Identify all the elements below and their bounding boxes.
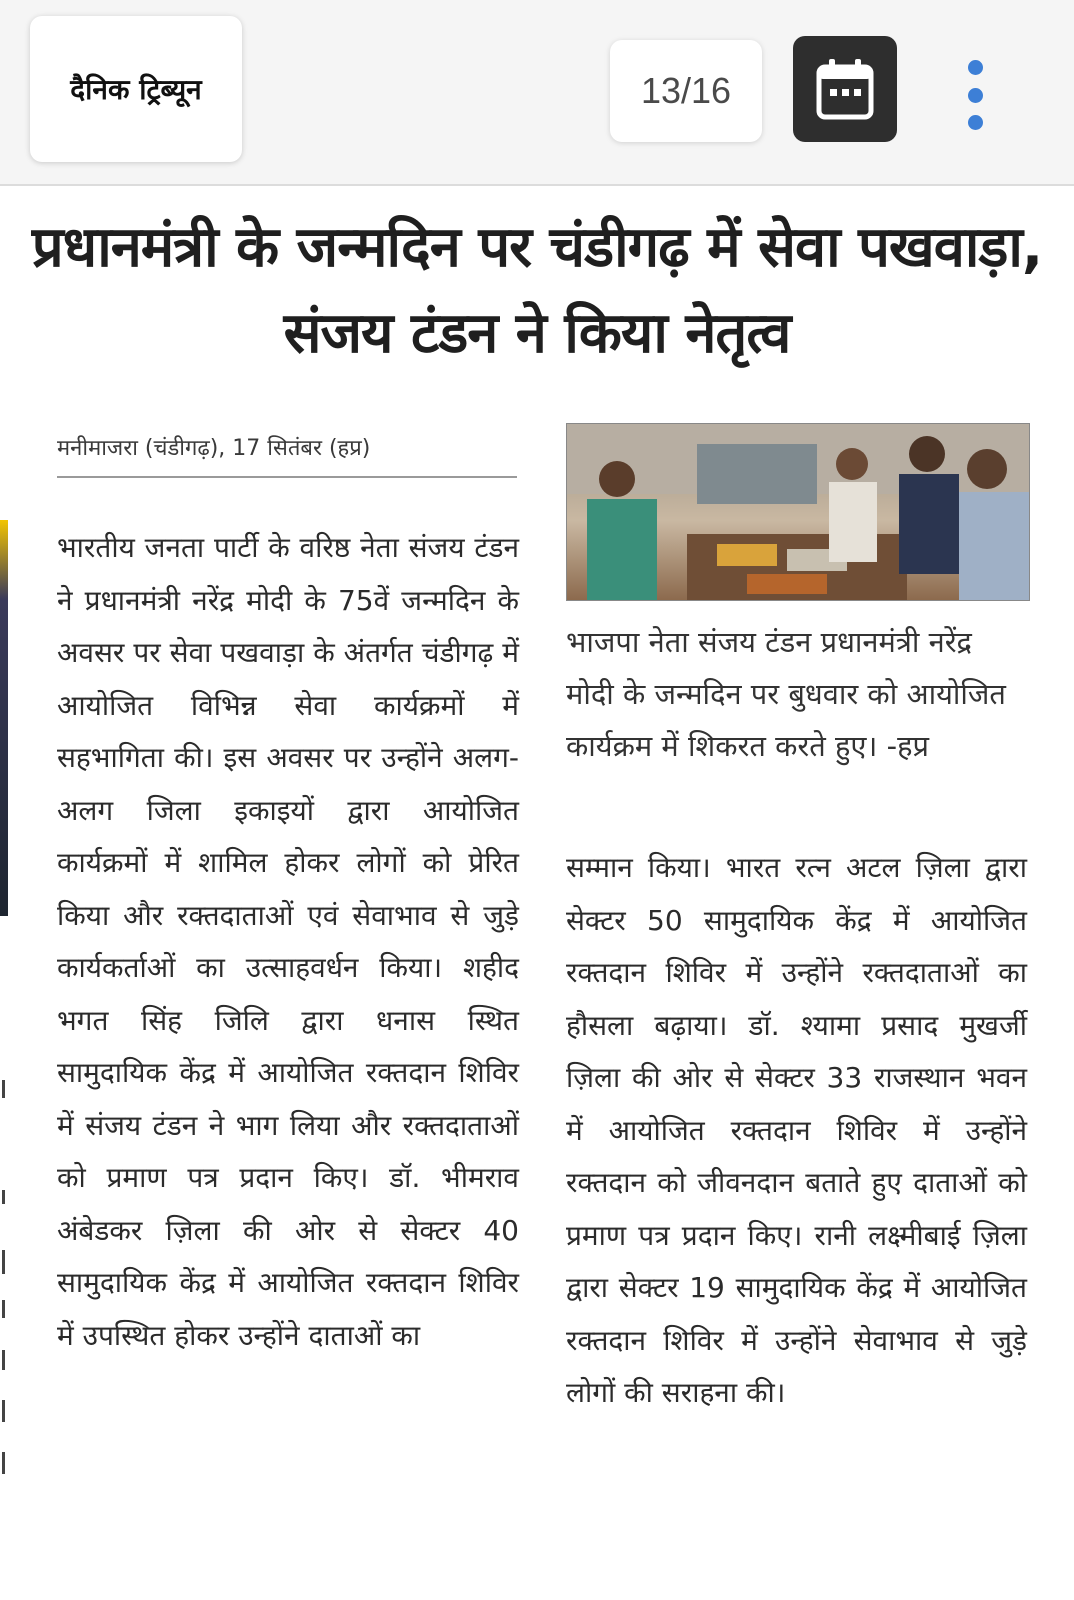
logo-text: दैनिक ट्रिब्यून [70,73,202,106]
calendar-button[interactable] [793,36,897,142]
photo-illustration [567,424,1029,600]
calendar-icon [815,57,875,121]
more-options-button[interactable] [960,60,990,130]
newspaper-logo[interactable] [30,16,242,162]
adjacent-article-image-edge [0,520,8,916]
page-indicator[interactable] [610,40,762,142]
article-dateline: मनीमाजरा (चंडीगढ़), 17 सितंबर (हप्र) [57,432,517,478]
photo-caption: भाजपा नेता संजय टंडन प्रधानमंत्री नरेंद्र मोदी के जन्मदिन पर बुधवार को आयोजित कार्यक्रम में शिकरत करते हुए। -हप्र [566,625,1006,763]
article-body-right: सम्मान किया। भारत रत्न अटल ज़िला द्वारा सेक्टर 50 सामुदायिक केंद्र में आयोजित रक्तदान शिविर में उन्होंने रक्तदाताओं का हौसला बढ़ाया। डॉ. श्यामा प्रसाद मुखर्जी ज़िला की ओर से सेक्टर 33 राजस्थान भवन में आयोजित रक्तदान शिविर में उन्होंने रक्तदान को जीवनदान बताते हुए दाताओं को प्रमाण पत्र प्रदान किए। रानी लक्ष्मीबाई ज़िला द्वारा सेक्टर 19 सामुदायिक केंद्र में आयोजित रक्तदान शिविर में उन्होंने सेवाभाव से जुड़े लोगों की सराहना की। [566,851,1027,1409]
adjacent-column-edge [0,1080,10,1530]
article-body-left: भारतीय जनता पार्टी के वरिष्ठ नेता संजय टंडन ने प्रधानमंत्री नरेंद्र मोदी के 75वें जन्मदिन के अवसर पर सेवा पखवाड़ा के अंतर्गत चंडीगढ़ में आयोजित विभिन्न सेवा कार्यक्रमों में सहभागिता की। इस अवसर पर उन्होंने अलग-अलग जिला इकाइयों द्वारा आयोजित कार्यक्रमों में शामिल होकर लोगों को प्रेरित किया और रक्तदाताओं एवं सेवाभाव से जुड़े कार्यकर्ताओं का उत्साहवर्धन किया। शहीद भगत सिंह जिलि द्वारा धनास स्थित सामुदायिक केंद्र में आयोजित रक्तदान शिविर में संजय टंडन ने भाग लिया और रक्तदाताओं को प्रमाण पत्र प्रदान किए। डॉ. भीमराव अंबेडकर ज़िला की ओर से सेक्टर 40 सामुदायिक केंद्र में आयोजित रक्तदान शिविर में उपस्थित होकर उन्होंने दाताओं का [57,531,519,1352]
top-app-bar [0,0,1074,186]
page-indicator-text: 13/16 [640,70,732,111]
article-headline: प्रधानमंत्री के जन्मदिन पर चंडीगढ़ में सेवा पखवाड़ा, संजय टंडन ने किया नेतृत्व [31,215,1043,366]
menu-dot [968,60,983,75]
article-photo[interactable] [566,423,1030,601]
menu-dot [968,115,983,130]
menu-dot [968,88,983,103]
